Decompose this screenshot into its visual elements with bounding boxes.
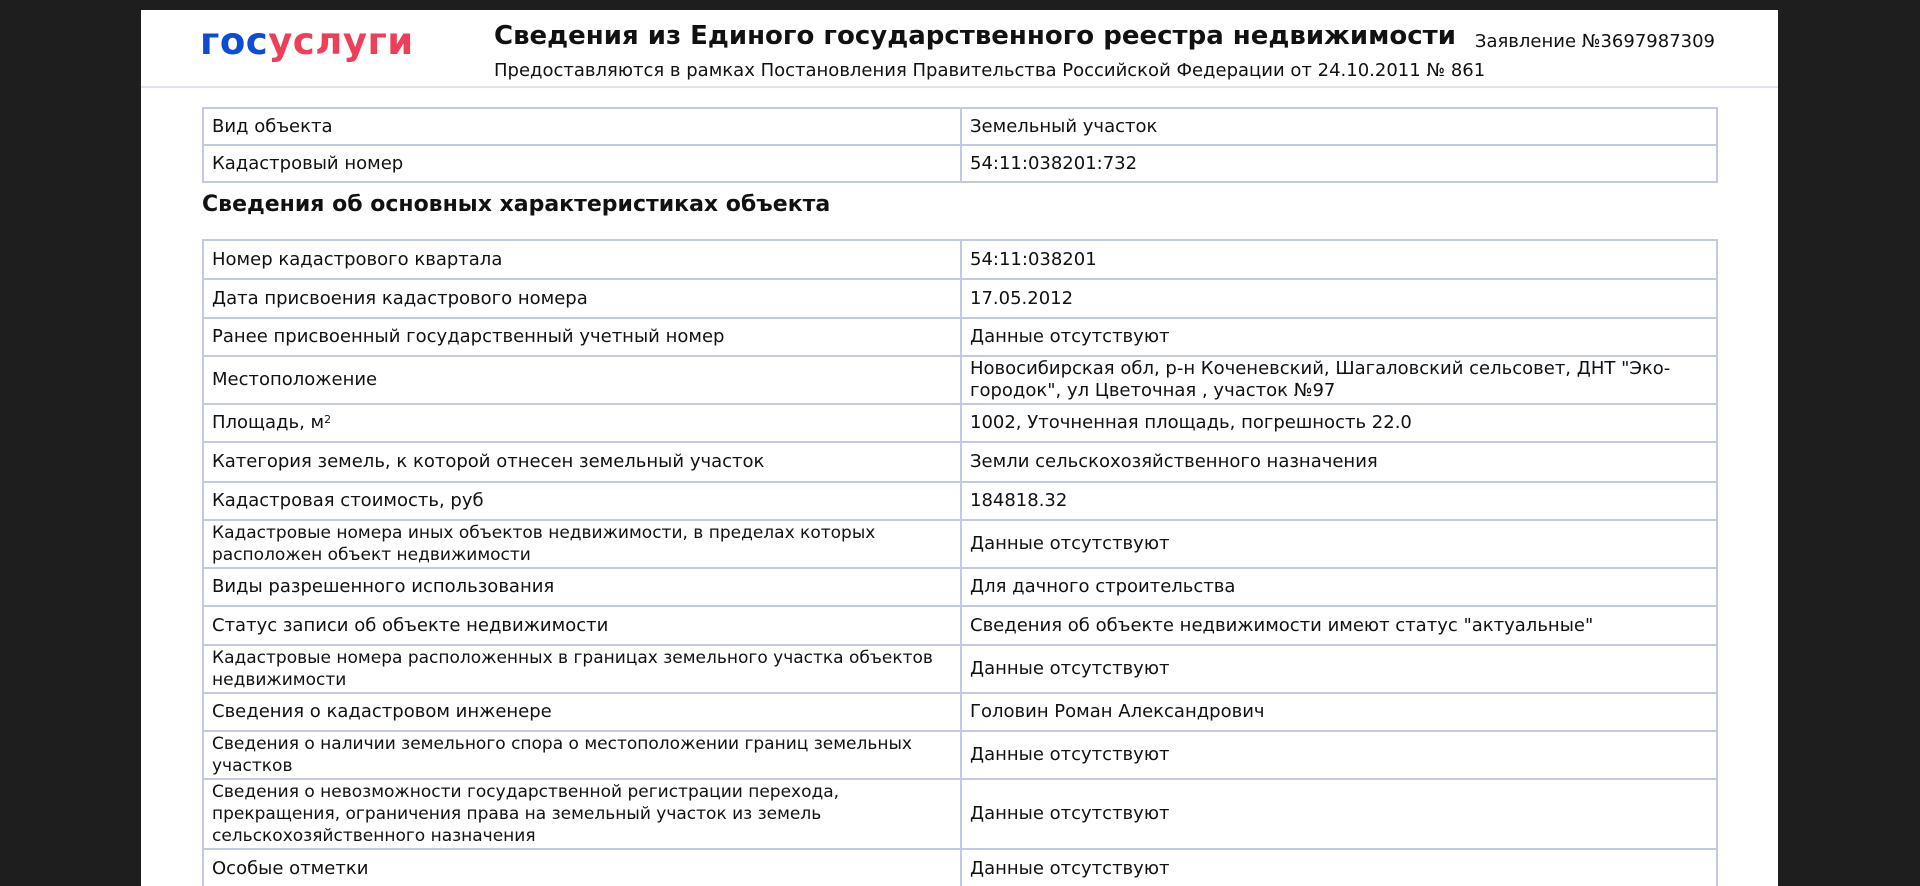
table-row <box>203 145 1717 182</box>
table-row <box>203 318 1717 356</box>
row-label: Местоположение <box>203 356 961 404</box>
row-label: Кадастровые номера иных объектов недвижимости, в пределах которых расположен объект недвижимости <box>203 520 961 568</box>
row-value: 17.05.2012 <box>961 279 1717 318</box>
row-value: Земельный участок <box>961 108 1717 145</box>
table-row <box>203 731 1717 779</box>
row-value: 184818.32 <box>961 482 1717 520</box>
row-value: Данные отсутствуют <box>961 779 1717 849</box>
table-row <box>203 404 1717 442</box>
row-label: Сведения о кадастровом инженере <box>203 693 961 731</box>
row-label: Особые отметки <box>203 849 961 886</box>
row-label: Площадь, $м^2$ <box>203 404 961 442</box>
row-value: 1002, Уточненная площадь, погрешность 22.0 <box>961 404 1717 442</box>
object-table <box>202 107 1718 183</box>
table-row <box>203 645 1717 693</box>
document-header <box>141 10 1778 88</box>
table-row <box>203 356 1717 404</box>
row-value: Данные отсутствуют <box>961 645 1717 693</box>
table-row <box>203 482 1717 520</box>
application-number: Заявление №3697987309 <box>1474 31 1715 52</box>
row-label: Дата присвоения кадастрового номера <box>203 279 961 318</box>
row-label: Номер кадастрового квартала <box>203 240 961 279</box>
row-value: Данные отсутствуют <box>961 520 1717 568</box>
row-value: Головин Роман Александрович <box>961 693 1717 731</box>
row-label: Сведения о наличии земельного спора о местоположении границ земельных участков <box>203 731 961 779</box>
row-label: Кадастровый номер <box>203 145 961 182</box>
row-value: Сведения об объекте недвижимости имеют статус "актуальные" <box>961 606 1717 645</box>
row-label: Виды разрешенного использования <box>203 568 961 606</box>
row-label: Кадастровая стоимость, руб <box>203 482 961 520</box>
row-label: Категория земель, к которой отнесен земельный участок <box>203 442 961 482</box>
document-title: Сведения из Единого государственного реестра недвижимости <box>494 21 1456 51</box>
table-row <box>203 779 1717 849</box>
gosuslugi-logo: госуслуги <box>200 20 414 63</box>
document-page <box>141 10 1778 886</box>
table-row <box>203 606 1717 645</box>
table-row <box>203 520 1717 568</box>
table-row <box>203 568 1717 606</box>
document-subtitle: Предоставляются в рамках Постановления Правительства Российской Федерации от 24.10.2011 № 861 <box>494 60 1486 81</box>
section-title: Сведения об основных характеристиках объекта <box>202 192 831 217</box>
row-value: Земли сельскохозяйственного назначения <box>961 442 1717 482</box>
table-row <box>203 442 1717 482</box>
table-row <box>203 693 1717 731</box>
unit-superscript: 2 <box>324 413 332 426</box>
characteristics-table <box>202 239 1718 886</box>
row-value: Новосибирская обл, р-н Коченевский, Шагаловский сельсовет, ДНТ "Эко-городок", ул Цветочная , участок №97 <box>961 356 1717 404</box>
row-value: Для дачного строительства <box>961 568 1717 606</box>
row-label: Кадастровые номера расположенных в границах земельного участка объектов недвижимости <box>203 645 961 693</box>
table-row <box>203 279 1717 318</box>
row-label: Вид объекта <box>203 108 961 145</box>
table-row <box>203 849 1717 886</box>
row-label: Ранее присвоенный государственный учетный номер <box>203 318 961 356</box>
row-value: Данные отсутствуют <box>961 318 1717 356</box>
row-label: Статус записи об объекте недвижимости <box>203 606 961 645</box>
row-value: Данные отсутствуют <box>961 849 1717 886</box>
table-row <box>203 108 1717 145</box>
row-label: Сведения о невозможности государственной регистрации перехода, прекращения, ограничения права на земельный участок из земель сельскохозяйственного назначения <box>203 779 961 849</box>
row-value: 54:11:038201:732 <box>961 145 1717 182</box>
table-row <box>203 240 1717 279</box>
row-value: Данные отсутствуют <box>961 731 1717 779</box>
row-value: 54:11:038201 <box>961 240 1717 279</box>
